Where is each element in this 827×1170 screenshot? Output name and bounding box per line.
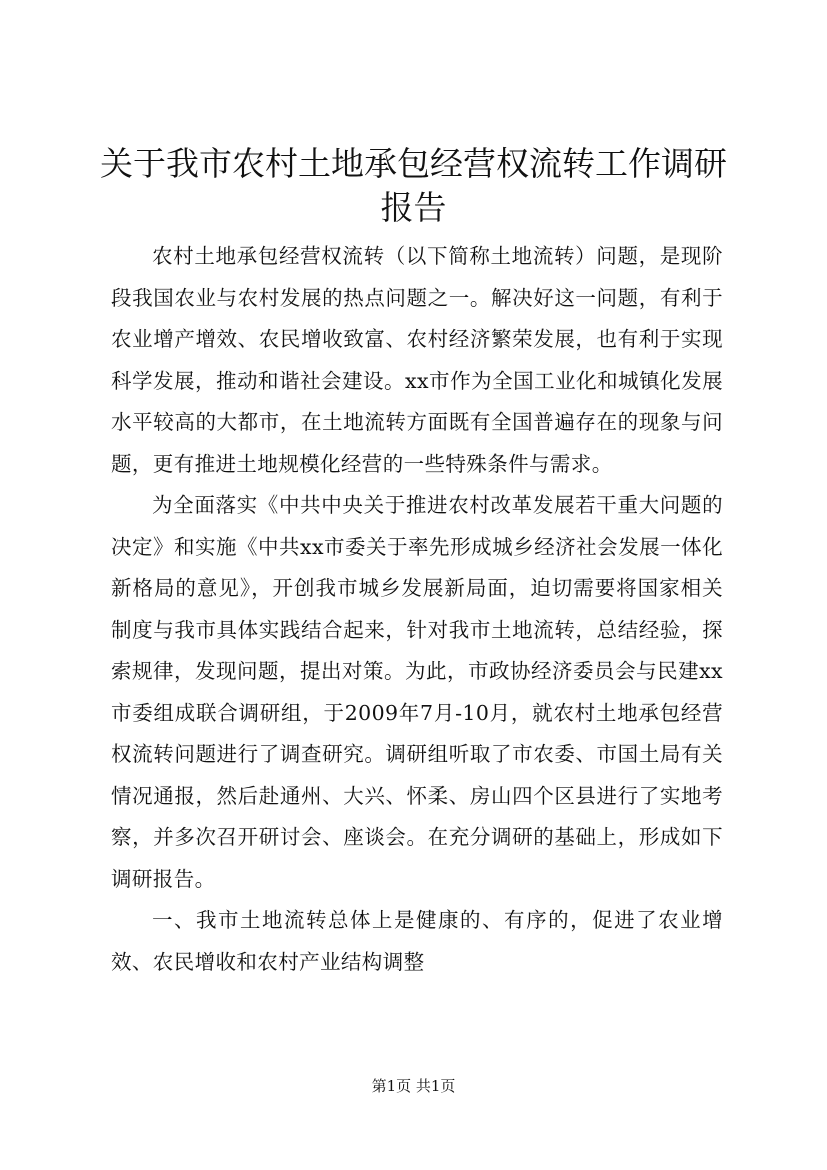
paragraph-background: 为全面落实《中共中央关于推进农村改革发展若干重大问题的决定》和实施《中共xx市委关于率先形成城乡经济社会发展一体化新格局的意见》，开创我市城乡发展新局面，迫切需要将国家相关制度与我市具体实践结合起来，针对我市土地流转，总结经验，探索规律，发现问题，提出对策。为此，市政协经济委员会与民建xx市委组成联合调研组，于2009年7月-10月，就农村土地承包经营权流转问题进行了调查研究。调研组听取了市农委、市国土局有关情况通报，然后赴通州、大兴、怀柔、房山四个区县进行了实地考察，并多次召开研讨会、座谈会。在充分调研的基础上，形成如下调研报告。 [111, 493, 723, 891]
document-body [111, 236, 723, 983]
page-number-footer: 第1页 共1页 [371, 1077, 456, 1095]
section-heading-one: 一、我市土地流转总体上是健康的、有序的，促进了农业增效、农民增收和农村产业结构调整 [111, 908, 723, 974]
document-title: 关于我市农村土地承包经营权流转工作调研报告 [100, 144, 727, 227]
paragraph-intro: 农村土地承包经营权流转（以下简称土地流转）问题，是现阶段我国农业与农村发展的热点问题之一。解决好这一问题，有利于农业增产增效、农民增收致富、农村经济繁荣发展，也有利于实现科学发展，推动和谐社会建设。xx市作为全国工业化和城镇化发展水平较高的大都市，在土地流转方面既有全国普遍存在的现象与问题，更有推进土地规模化经营的一些特殊条件与需求。 [111, 244, 723, 476]
